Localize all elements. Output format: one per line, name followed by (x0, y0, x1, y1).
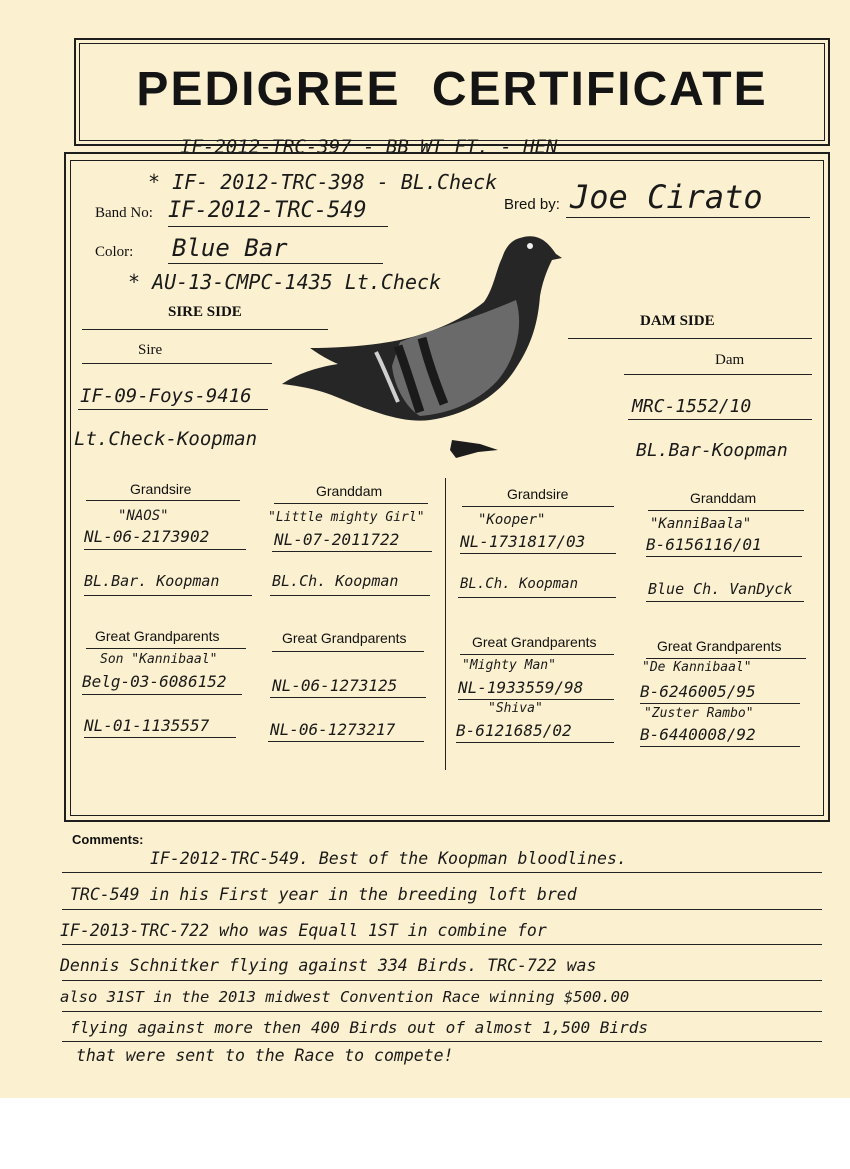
sire-granddam-desc: BL.Ch. Koopman (272, 572, 399, 590)
bred-by-label: Bred by: (504, 196, 560, 213)
comment-line-5: also 31ST in the 2013 midwest Convention Race winning $500.00 (60, 988, 630, 1006)
sire-label: Sire (138, 342, 163, 358)
dam-ggp-left-band-2: B-6121685/02 (456, 721, 572, 740)
sire-ggp-right-band-1: NL-06-1273125 (272, 676, 398, 695)
color-label: Color: (95, 244, 134, 260)
dam-ggp-right-name-2: "Zuster Rambo" (644, 706, 754, 721)
sire-grandsire-label: Grandsire (130, 481, 192, 497)
sire-description: Lt.Check-Koopman (74, 428, 258, 450)
dam-ggp-right-label: Great Grandparents (657, 638, 782, 654)
dam-ggp-right-band-1: B-6246005/95 (640, 682, 756, 701)
dam-granddam-label: Granddam (690, 490, 757, 506)
sire-ggp-left-band-1: Belg-03-6086152 (82, 672, 227, 691)
title-box (74, 38, 830, 146)
sire-grandsire-band: NL-06-2173902 (84, 527, 210, 546)
dam-ggp-left-label: Great Grandparents (472, 634, 597, 650)
sire-band: IF-09-Foys-9416 (80, 385, 252, 407)
dam-granddam-name: "KanniBaala" (650, 516, 752, 532)
dam-band: MRC-1552/10 (632, 396, 752, 417)
bred-by-signature: Joe Cirato (570, 178, 763, 216)
dam-side-heading: DAM SIDE (640, 313, 715, 329)
sire-ggp-left-band-2: NL-01-1135557 (84, 716, 210, 735)
sire-grandsire-desc: BL.Bar. Koopman (84, 572, 220, 590)
sire-ggp-left-label: Great Grandparents (95, 628, 220, 644)
comment-line-1: IF-2012-TRC-549. Best of the Koopman bloodlines. (150, 849, 627, 868)
dam-ggp-left-band-1: NL-1933559/98 (458, 678, 584, 697)
sire-granddam-name: "Little mighty Girl" (268, 510, 425, 525)
dam-granddam-desc: Blue Ch. VanDyck (648, 580, 793, 598)
scan-margin (0, 1098, 850, 1169)
comment-line-2: TRC-549 in his First year in the breeding loft bred (70, 885, 577, 904)
sire-ggp-right-label: Great Grandparents (282, 630, 407, 646)
sire-ggp-left-name: Son "Kannibaal" (100, 652, 218, 667)
dam-grandsire-label: Grandsire (507, 486, 569, 502)
center-divider (445, 478, 446, 770)
band-label: Band No: (95, 205, 153, 221)
comment-line-6: flying against more then 400 Birds out of almost 1,500 Birds (70, 1018, 648, 1037)
sire-grandsire-name: "NAOS" (118, 508, 169, 524)
dam-ggp-right-band-2: B-6440008/92 (640, 725, 756, 744)
color-value: Blue Bar (172, 234, 288, 262)
sire-ggp-right-band-2: NL-06-1273217 (270, 720, 396, 739)
color-note-below: * AU-13-CMPC-1435 Lt.Check (128, 270, 442, 294)
dam-description: BL.Bar-Koopman (636, 440, 788, 461)
dam-grandsire-band: NL-1731817/03 (460, 532, 586, 551)
page-title: PEDIGREE CERTIFICATE (136, 63, 768, 116)
header-note: IF-2012-TRC-397 - BB WT FT. - HEN (180, 136, 558, 158)
dam-grandsire-name: "Kooper" (478, 512, 546, 528)
dam-ggp-left-name-2: "Shiva" (488, 701, 543, 716)
comments-label: Comments: (72, 832, 144, 847)
comment-line-7: that were sent to the Race to compete! (76, 1046, 454, 1065)
dam-label: Dam (715, 352, 745, 368)
band-value: IF-2012-TRC-549 (168, 198, 367, 223)
sire-side-heading: SIRE SIDE (168, 304, 242, 320)
dam-granddam-band: B-6156116/01 (646, 535, 762, 554)
sire-granddam-band: NL-07-2011722 (274, 530, 400, 549)
pigeon-illustration (280, 218, 570, 468)
sire-granddam-label: Granddam (316, 483, 383, 499)
dam-ggp-left-name-1: "Mighty Man" (462, 658, 556, 673)
comment-line-3: IF-2013-TRC-722 who was Equall 1ST in combine for (60, 921, 547, 940)
dam-ggp-right-name-1: "De Kannibaal" (642, 660, 752, 675)
dam-grandsire-desc: BL.Ch. Koopman (460, 576, 579, 592)
band-note-above: * IF- 2012-TRC-398 - BL.Check (148, 170, 498, 194)
comment-line-4: Dennis Schnitker flying against 334 Birds. TRC-722 was (60, 956, 597, 975)
